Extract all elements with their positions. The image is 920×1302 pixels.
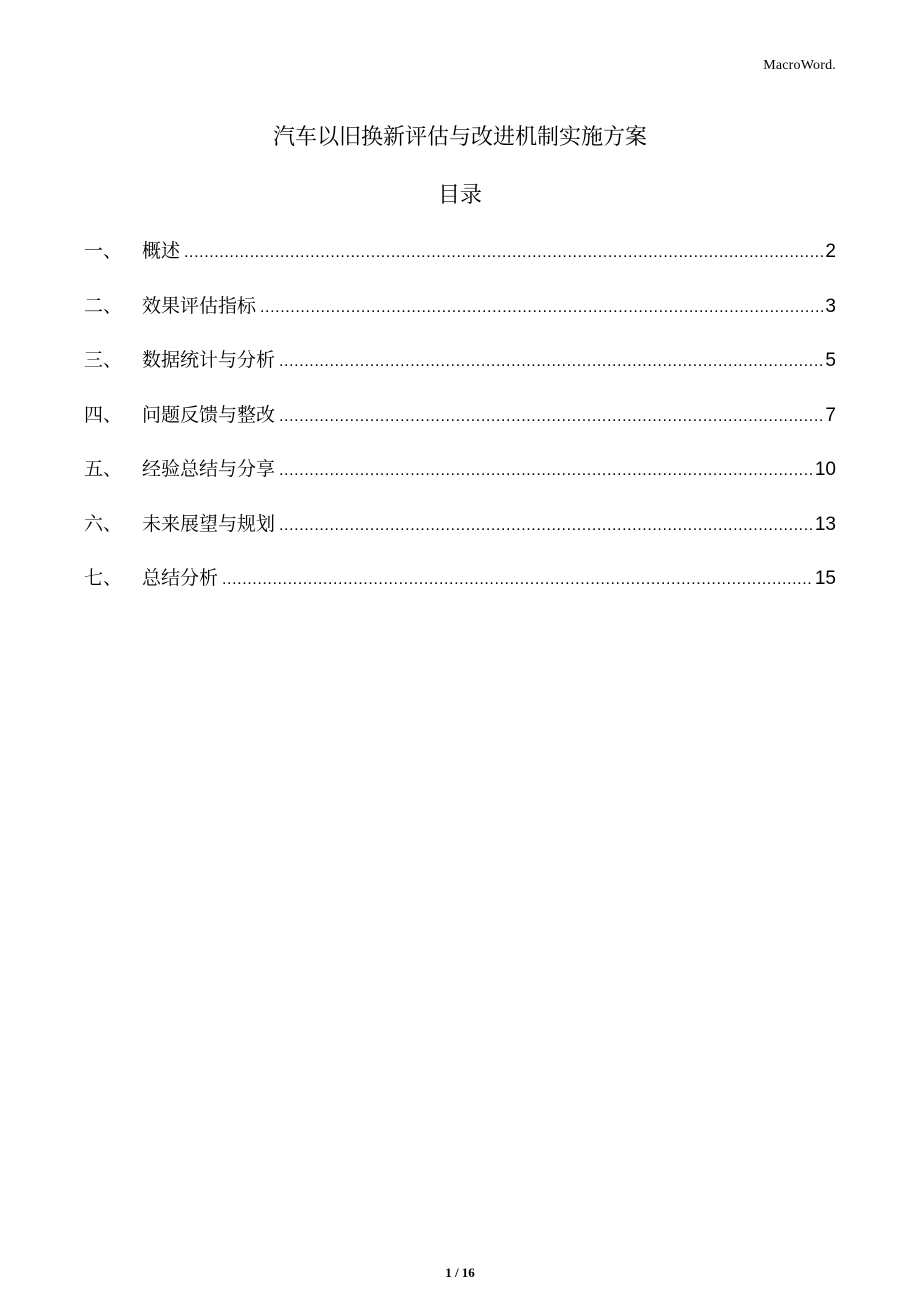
toc-dot-leader <box>279 509 813 543</box>
toc-item-number: 六、 <box>84 512 123 535</box>
toc-item-title: 效果评估指标 <box>142 294 257 317</box>
toc-item-title: 概述 <box>142 240 181 262</box>
toc-item[interactable] <box>84 507 836 562</box>
toc-dot-leader <box>279 454 813 488</box>
toc-dot-leader <box>260 291 823 325</box>
toc-item-number: 三、 <box>84 349 123 371</box>
document-title: 汽车以旧换新评估与改进机制实施方案 <box>272 125 647 150</box>
toc-item-number: 五、 <box>84 458 123 480</box>
toc-heading: 目录 <box>437 183 482 208</box>
toc-item-page: 7 <box>825 404 836 426</box>
toc-item-page: 2 <box>825 241 836 262</box>
toc-item[interactable] <box>84 561 836 616</box>
toc-item[interactable] <box>84 398 836 453</box>
toc-item[interactable] <box>84 343 836 398</box>
toc-item-title: 经验总结与分享 <box>142 458 276 480</box>
toc-item-title: 问题反馈与整改 <box>142 403 276 426</box>
toc-item-title: 总结分析 <box>142 567 219 589</box>
toc-item-page: 3 <box>825 295 836 317</box>
toc-dot-leader <box>279 400 823 434</box>
toc-item-page: 15 <box>814 568 836 589</box>
toc-dot-leader <box>184 236 823 270</box>
toc-item-page: 5 <box>825 350 836 371</box>
toc-item-number: 四、 <box>84 403 123 426</box>
toc-item-number: 七、 <box>84 567 123 589</box>
toc-item-number: 一、 <box>84 240 123 262</box>
toc-item-page: 10 <box>814 459 836 480</box>
toc-item[interactable] <box>84 289 836 344</box>
toc-item-number: 二、 <box>84 294 123 317</box>
toc-item[interactable] <box>84 452 836 507</box>
table-of-contents <box>84 234 836 616</box>
header-brand: MacroWord. <box>763 58 836 73</box>
toc-item[interactable] <box>84 234 836 289</box>
page-number: 1 / 16 <box>445 1265 475 1280</box>
toc-item-title: 数据统计与分析 <box>142 349 276 371</box>
toc-item-page: 13 <box>814 513 836 535</box>
toc-dot-leader <box>222 563 813 597</box>
toc-item-title: 未来展望与规划 <box>142 512 276 535</box>
toc-dot-leader <box>279 345 823 379</box>
